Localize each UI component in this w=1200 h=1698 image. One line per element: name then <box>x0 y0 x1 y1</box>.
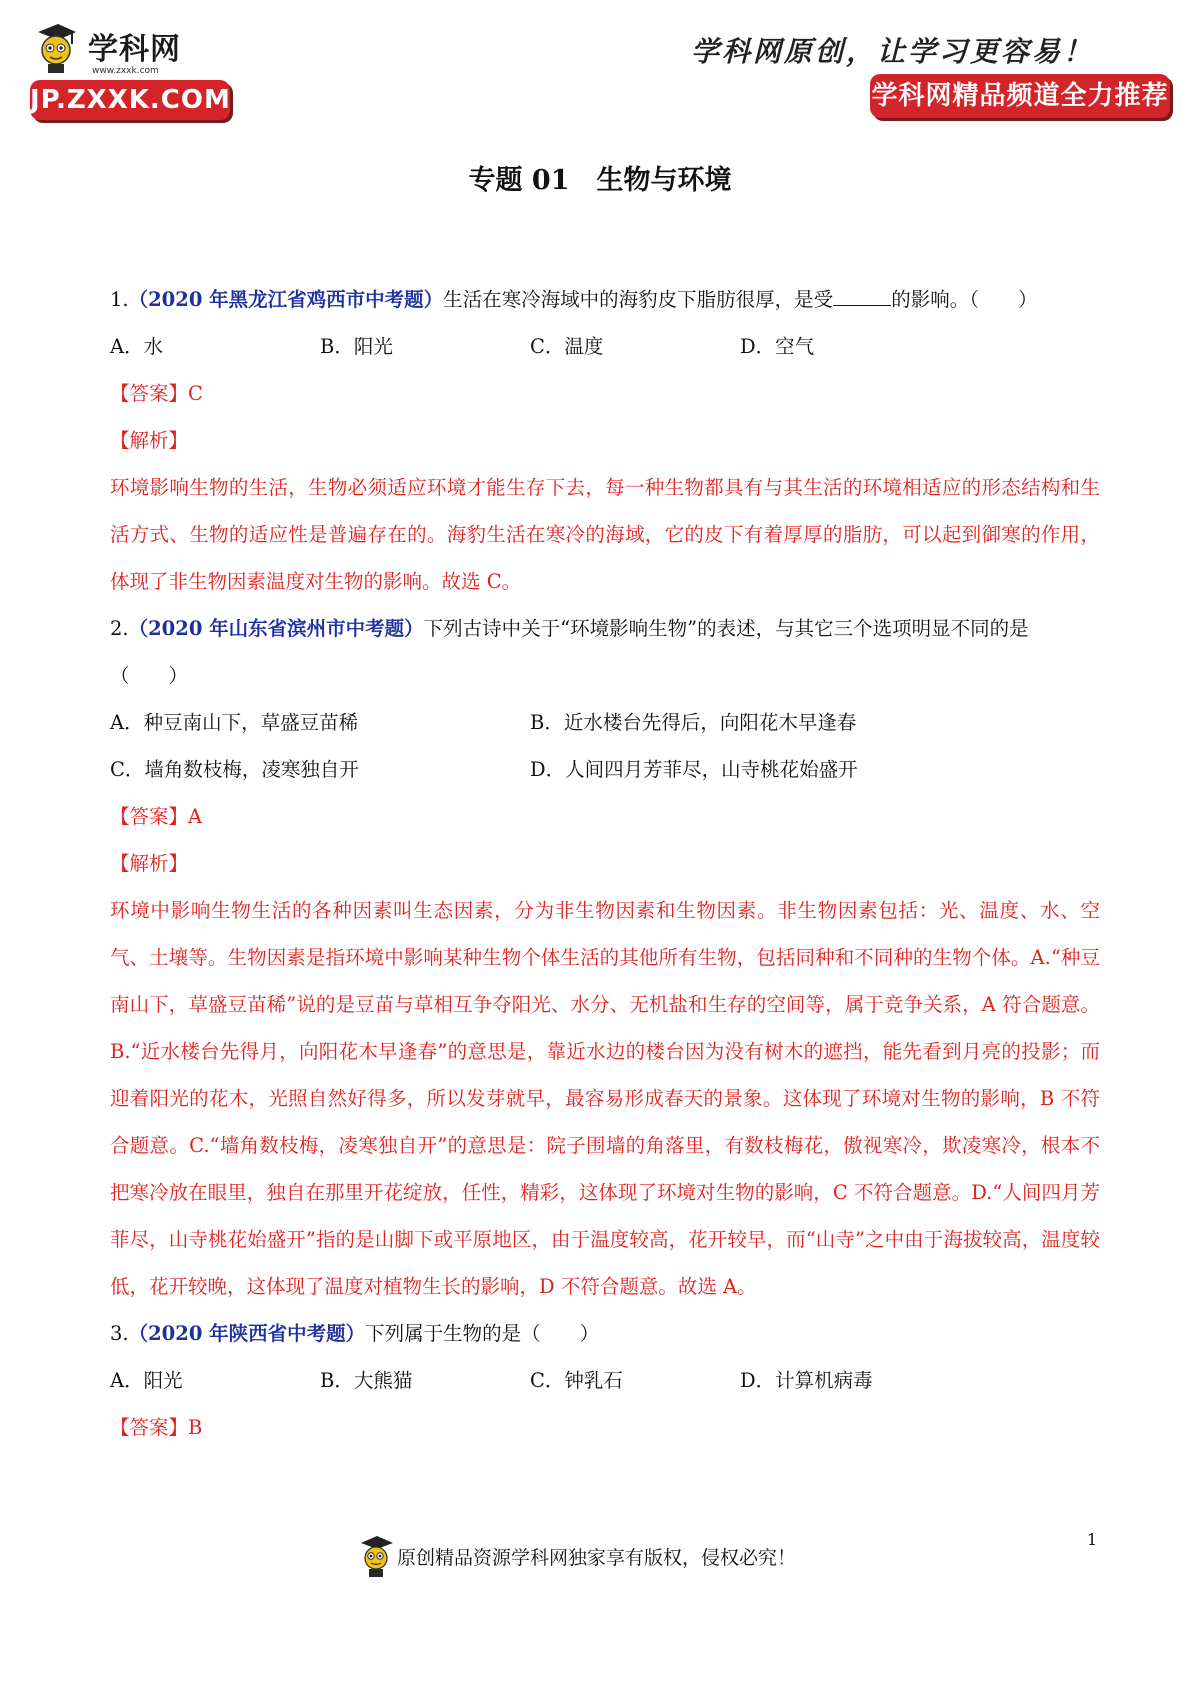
mascot-icon <box>355 1534 395 1578</box>
option-b: B．近水楼台先得后，向阳花木早逢春 <box>530 711 857 734</box>
question-2-answer: 【答案】A <box>110 805 203 828</box>
question-1-options <box>110 323 1100 370</box>
logo-url: www.zxxk.com <box>92 66 159 76</box>
question-2-paren: （ ） <box>110 664 189 687</box>
question-number: 3. <box>110 1322 129 1345</box>
question-1-stem <box>110 276 1100 323</box>
question-2-stem <box>110 605 1100 652</box>
copyright-notice: 原创精品资源学科网独家享有版权，侵权必究！ <box>397 1546 797 1569</box>
answer-blank <box>833 289 891 306</box>
question-text: 下列古诗中关于“环境影响生物”的表述，与其它三个选项明显不同的是 <box>423 617 1029 640</box>
site-logo <box>22 22 232 122</box>
option-c: C．墙角数枝梅，凌寒独自开 <box>110 758 359 781</box>
question-number: 1. <box>110 288 129 311</box>
question-1-analysis-label: 【解析】 <box>110 429 189 452</box>
header-badge: 学科网精品频道全力推荐 <box>870 74 1170 118</box>
option-d: D．计算机病毒 <box>740 1369 873 1392</box>
question-3-stem <box>110 1310 1100 1357</box>
question-1-answer: 【答案】C <box>110 382 203 405</box>
question-source: （2020 年陕西省中考题） <box>128 1322 366 1345</box>
document-title: 专题 01 生物与环境 <box>468 165 732 196</box>
question-3-options <box>110 1357 1100 1404</box>
question-2-analysis-label: 【解析】 <box>110 852 189 875</box>
option-b: B．阳光 <box>320 335 393 358</box>
option-c: C．钟乳石 <box>530 1369 623 1392</box>
option-b: B．大熊猫 <box>320 1369 413 1392</box>
mascot-icon <box>30 22 78 74</box>
option-d: D．人间四月芳菲尽，山寺桃花始盛开 <box>530 758 858 781</box>
logo-wordmark: 学科网 <box>88 32 181 67</box>
question-1-analysis: 环境影响生物的生活，生物必须适应环境才能生存下去，每一种生物都具有与其生活的环境相适应的形态结构和生活方式、生物的适应性是普遍存在的。海豹生活在寒冷的海域，它的皮下有着厚厚的脂肪，可以起到御寒的作用，体现了非生物因素温度对生物的影响。故选 C。 <box>110 476 1100 593</box>
option-a: A．水 <box>110 335 164 358</box>
page-footer <box>355 1534 796 1578</box>
question-2-options-row-1 <box>110 699 1100 746</box>
document-body <box>110 276 1100 1451</box>
question-number: 2. <box>110 617 129 640</box>
option-c: C．温度 <box>530 335 604 358</box>
logo-badge: JP.ZXXK.COM <box>30 80 230 120</box>
page-number: 1 <box>1087 1530 1098 1549</box>
option-a: A．阳光 <box>110 1369 183 1392</box>
option-a: A．种豆南山下，草盛豆苗稀 <box>110 711 359 734</box>
question-2-analysis: 环境中影响生物生活的各种因素叫生态因素，分为非生物因素和生物因素。非生物因素包括：光、温度、水、空气、土壤等。生物因素是指环境中影响某种生物个体生活的其他所有生物，包括同种和不同种的生物个体。A.“种豆南山下，草盛豆苗稀”说的是豆苗与草相互争夺阳光、水分、无机盐和生存的空间等，属于竞争关系，A 符合题意。B.“近水楼台先得月，向阳花木早逢春”的意思是，靠近水边的楼台因为没有树木的遮挡，能先看到月亮的投影；而迎着阳光的花木，光照自然好得多，所以发芽就早，最容易形成春天的景象。这体现了环境对生物的影响，B 不符合题意。C.“墙角数枝梅，凌寒独自开”的意思是：院子围墙的角落里，有数枝梅花，傲视寒冷，欺凌寒冷，根本不把寒冷放在眼里，独自在那里开花绽放，任性，精彩，这体现了环境对生物的影响，C 不符合题意。D.“人间四月芳菲尽，山寺桃花始盛开”指的是山脚下或平原地区，由于温度较高，花开较早，而“山寺”之中由于海拔较高，温度较低，花开较晚，这体现了温度对植物生长的影响，D 不符合题意。故选 A。 <box>110 899 1100 1298</box>
question-text: 生活在寒冷海域中的海豹皮下脂肪很厚，是受 <box>443 288 834 311</box>
option-d: D．空气 <box>740 335 815 358</box>
question-3-answer: 【答案】B <box>110 1416 203 1439</box>
question-2-options-row-2 <box>110 746 1100 793</box>
question-source: （2020 年黑龙江省鸡西市中考题） <box>128 288 444 311</box>
question-source: （2020 年山东省滨州市中考题） <box>128 617 424 640</box>
question-text: 的影响。（ ） <box>891 288 1038 311</box>
header-slogan: 学科网原创，让学习更容易！ <box>690 35 1094 68</box>
question-text: 下列属于生物的是（ ） <box>365 1322 600 1345</box>
